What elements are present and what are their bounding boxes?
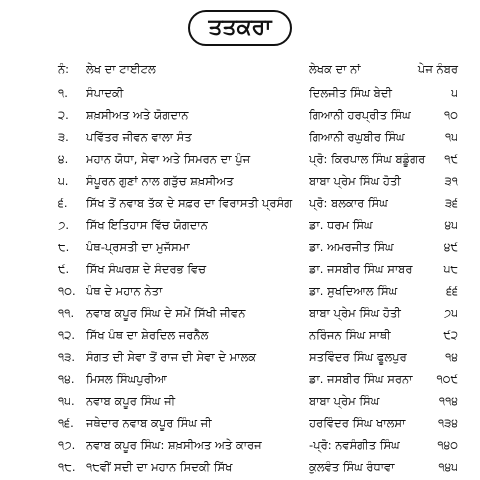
entry-page: ੫	[451, 86, 458, 100]
contents-list	[0, 84, 480, 480]
entry-author: ਬਾਬਾ ਪ੍ਰੇਮ ਸਿੰਘ ਹੋਤੀ	[309, 174, 401, 188]
entry-number: ੬.	[58, 196, 68, 210]
entry-number: ੩.	[58, 130, 69, 144]
entry-author: ਪ੍ਰੋ: ਬਲਕਾਰ ਸਿੰਘ	[309, 196, 388, 210]
entry-number: ੧੬.	[58, 416, 74, 430]
entry-author: ਨਰਿੰਜਨ ਸਿੰਘ ਸਾਥੀ	[309, 328, 391, 342]
contents-row	[0, 238, 480, 260]
header-title: ਲੇਖ ਦਾ ਟਾਈਟਲ	[86, 62, 156, 76]
entry-author: ਗਿਆਨੀ ਰਘੁਬੀਰ ਸਿੰਘ	[309, 130, 405, 144]
entry-title: ਜਥੇਦਾਰ ਨਵਾਬ ਕਪੂਰ ਸਿੰਘ ਜੀ	[86, 416, 212, 430]
entry-page: ੧੪੫	[438, 460, 458, 474]
contents-row	[0, 216, 480, 238]
entry-number: ੧੧.	[58, 306, 75, 320]
entry-author: ਹਰਵਿੰਦਰ ਸਿੰਘ ਖਾਲਸਾ	[309, 416, 406, 430]
entry-page: ੯੨	[443, 328, 458, 342]
entry-number: ੮.	[58, 240, 70, 254]
entry-page: ੧੩੪	[437, 416, 458, 430]
entry-page: ੩੧	[444, 174, 458, 188]
entry-title: ੧੮ਵੀਂ ਸਦੀ ਦਾ ਮਹਾਨ ਸਿਦਕੀ ਸਿੱਖ	[86, 460, 233, 474]
entry-title: ਸਿੱਖ ਪੰਥ ਦਾ ਸ਼ੇਰਦਿਲ ਜਰਨੈਲ	[86, 328, 209, 342]
entry-number: ੧੪.	[58, 372, 75, 386]
entry-title: ਪੰਥ ਦੇ ਮਹਾਨ ਨੇਤਾ	[86, 284, 163, 298]
entry-page: ੧੦੯	[436, 372, 458, 386]
entry-page: ੧੧੪	[438, 394, 458, 408]
entry-title: ਨਵਾਬ ਕਪੂਰ ਸਿੰਘ: ਸ਼ਖ਼ਸੀਅਤ ਅਤੇ ਕਾਰਜ	[86, 438, 262, 452]
entry-title: ਸਿੱਖ ਤੋਂ ਨਵਾਬ ਤੱਕ ਦੇ ਸਫ਼ਰ ਦਾ ਵਿਰਾਸਤੀ ਪ੍ਰਸੰਗ	[86, 196, 293, 210]
page-title: ਤਤਕਰਾ	[188, 10, 292, 46]
entry-author: ਕੁਲਵੰਤ ਸਿੰਘ ਰੰਧਾਵਾ	[309, 460, 395, 474]
entry-author: -ਪ੍ਰੋ: ਨਵਸੰਗੀਤ ਸਿੰਘ	[309, 438, 400, 452]
entry-title: ਮਹਾਨ ਯੋਧਾ, ਸੇਵਾ ਅਤੇ ਸਿਮਰਨ ਦਾ ਪੁੰਜ	[86, 152, 251, 166]
entry-author: ਡਾ. ਜਸਬੀਰ ਸਿੰਘ ਸਾਬਰ	[309, 262, 413, 276]
entry-number: ੭.	[58, 218, 70, 232]
contents-row	[0, 150, 480, 172]
entry-title: ਸੰਪੂਰਨ ਗੁਣਾਂ ਨਾਲ ਗੜੁੱਚ ਸ਼ਖ਼ਸੀਅਤ	[86, 174, 234, 188]
entry-author: ਪ੍ਰੋ: ਕਿਰਪਾਲ ਸਿੰਘ ਬਡੂੰਗਰ	[309, 152, 426, 166]
entry-page: ੧੯	[444, 152, 458, 166]
entry-number: ੪.	[58, 152, 69, 166]
entry-page: ੧੫	[444, 130, 458, 144]
entry-author: ਡਾ. ਸੁਖਦਿਆਲ ਸਿੰਘ	[309, 284, 398, 298]
contents-row	[0, 458, 480, 480]
contents-row	[0, 326, 480, 348]
entry-author: ਬਾਬਾ ਪ੍ਰੇਮ ਸਿੰਘ	[309, 394, 380, 408]
entry-author: ਡਾ. ਧਰਮ ਸਿੰਘ	[309, 218, 373, 232]
contents-row	[0, 370, 480, 392]
entry-page: ੧੦	[444, 108, 458, 122]
entry-title: ਨਵਾਬ ਕਪੂਰ ਸਿੰਘ ਜੀ	[86, 394, 176, 408]
entry-number: ੨.	[58, 108, 69, 122]
contents-row	[0, 304, 480, 326]
contents-row	[0, 172, 480, 194]
contents-row	[0, 348, 480, 370]
entry-title: ਪਵਿੱਤਰ ਜੀਵਨ ਵਾਲਾ ਸੰਤ	[86, 130, 192, 144]
entry-title: ਮਿਸਲ ਸਿੰਘਪੁਰੀਆ	[86, 372, 167, 386]
entry-page: ੪੯	[443, 240, 458, 254]
header-author: ਲੇਖਕ ਦਾ ਨਾਂ	[309, 62, 361, 76]
contents-row	[0, 436, 480, 458]
contents-row	[0, 84, 480, 106]
entry-author: ਸਤਵਿੰਦਰ ਸਿੰਘ ਫੂਲਪੁਰ	[309, 350, 407, 364]
title-area	[0, 10, 480, 46]
header-number: ਨੰ:	[58, 62, 70, 76]
entry-number: ੯.	[58, 262, 70, 276]
entry-number: ੧੩.	[58, 350, 76, 364]
entry-title: ਸ਼ਖ਼ਸੀਅਤ ਅਤੇ ਯੋਗਦਾਨ	[86, 108, 189, 122]
entry-author: ਦਿਲਜੀਤ ਸਿੰਘ ਬੇਦੀ	[309, 86, 392, 100]
entry-number: ੧੦.	[58, 284, 76, 298]
entry-title: ਨਵਾਬ ਕਪੂਰ ਸਿੰਘ ਦੇ ਸਮੇਂ ਸਿੱਖੀ ਜੀਵਨ	[86, 306, 246, 320]
entry-page: ੧੪੦	[437, 438, 458, 452]
contents-row	[0, 194, 480, 216]
column-header-row	[0, 60, 480, 82]
entry-title: ਸਿੱਖ ਇਤਿਹਾਸ ਵਿੱਚ ਯੋਗਦਾਨ	[86, 218, 208, 232]
entry-title: ਪੰਥ-ਪ੍ਰਸਤੀ ਦਾ ਮੁਜੱਸਮਾ	[86, 240, 190, 254]
contents-row	[0, 282, 480, 304]
entry-number: ੧੭.	[58, 438, 76, 452]
entry-author: ਬਾਬਾ ਪ੍ਰੇਮ ਸਿੰਘ ਹੋਤੀ	[309, 306, 401, 320]
contents-row	[0, 106, 480, 128]
entry-number: ੧੨.	[58, 328, 76, 342]
entry-title: ਸੰਪਾਦਕੀ	[86, 86, 124, 100]
header-page: ਪੇਜ ਨੰਬਰ	[417, 62, 458, 76]
entry-number: ੧੫.	[58, 394, 75, 408]
contents-row	[0, 128, 480, 150]
contents-row	[0, 260, 480, 282]
entry-author: ਗਿਆਨੀ ਹਰਪ੍ਰੀਤ ਸਿੰਘ	[309, 108, 411, 122]
entry-page: ੧੪	[445, 350, 458, 364]
entry-page: ੫੮	[443, 262, 458, 276]
entry-number: ੧.	[58, 86, 68, 100]
entry-title: ਸਿੱਖ ਸੰਘਰਸ਼ ਦੇ ਸੰਦਰਭ ਵਿਚ	[86, 262, 206, 276]
entry-number: ੫.	[58, 174, 69, 188]
entry-author: ਡਾ. ਜਸਬੀਰ ਸਿੰਘ ਸਰਨਾ	[309, 372, 413, 386]
entry-number: ੧੮.	[58, 460, 76, 474]
entry-title: ਸੰਗਤ ਦੀ ਸੇਵਾ ਤੋਂ ਰਾਜ ਦੀ ਸੇਵਾ ਦੇ ਮਾਲਕ	[86, 350, 257, 364]
contents-row	[0, 414, 480, 436]
contents-row	[0, 392, 480, 414]
entry-page: ੭੫	[443, 306, 458, 320]
entry-page: ੬੬	[446, 284, 458, 298]
entry-author: ਡਾ. ਅਮਰਜੀਤ ਸਿੰਘ	[309, 240, 394, 254]
entry-page: ੩੬	[444, 196, 458, 210]
entry-page: ੪੫	[444, 218, 458, 232]
